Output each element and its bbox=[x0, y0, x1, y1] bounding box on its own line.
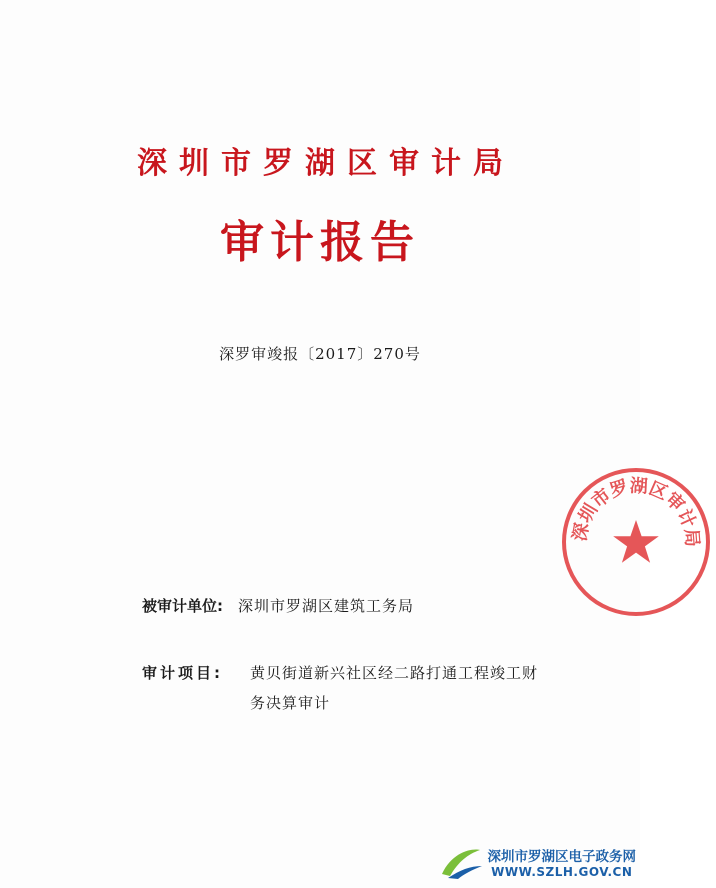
official-seal bbox=[556, 462, 716, 622]
audit-project-label: 审计项目: bbox=[142, 664, 223, 682]
star-icon bbox=[613, 520, 659, 563]
site-watermark bbox=[438, 844, 637, 880]
document-title: 审计报告 bbox=[220, 217, 420, 268]
document-number: 深罗审竣报〔2017〕270号 bbox=[219, 345, 421, 363]
watermark-url: WWW.SZLH.GOV.CN bbox=[491, 865, 633, 879]
audited-unit-value: 深圳市罗湖区建筑工务局 bbox=[238, 597, 415, 615]
audit-project-row bbox=[142, 662, 562, 718]
watermark-site-name: 深圳市罗湖区电子政务网 bbox=[487, 849, 636, 865]
audited-unit-row bbox=[142, 595, 414, 616]
issuer-heading: 深圳市罗湖区审计局 bbox=[137, 146, 515, 181]
seal-text: 深圳市罗湖区审计局 bbox=[569, 475, 703, 548]
watermark-text bbox=[488, 845, 637, 879]
swoosh-logo-icon bbox=[438, 844, 484, 880]
audited-unit-label: 被审计单位: bbox=[142, 597, 223, 615]
audit-project-value: 黄贝街道新兴社区经二路打通工程竣工财务决算审计 bbox=[250, 664, 539, 712]
